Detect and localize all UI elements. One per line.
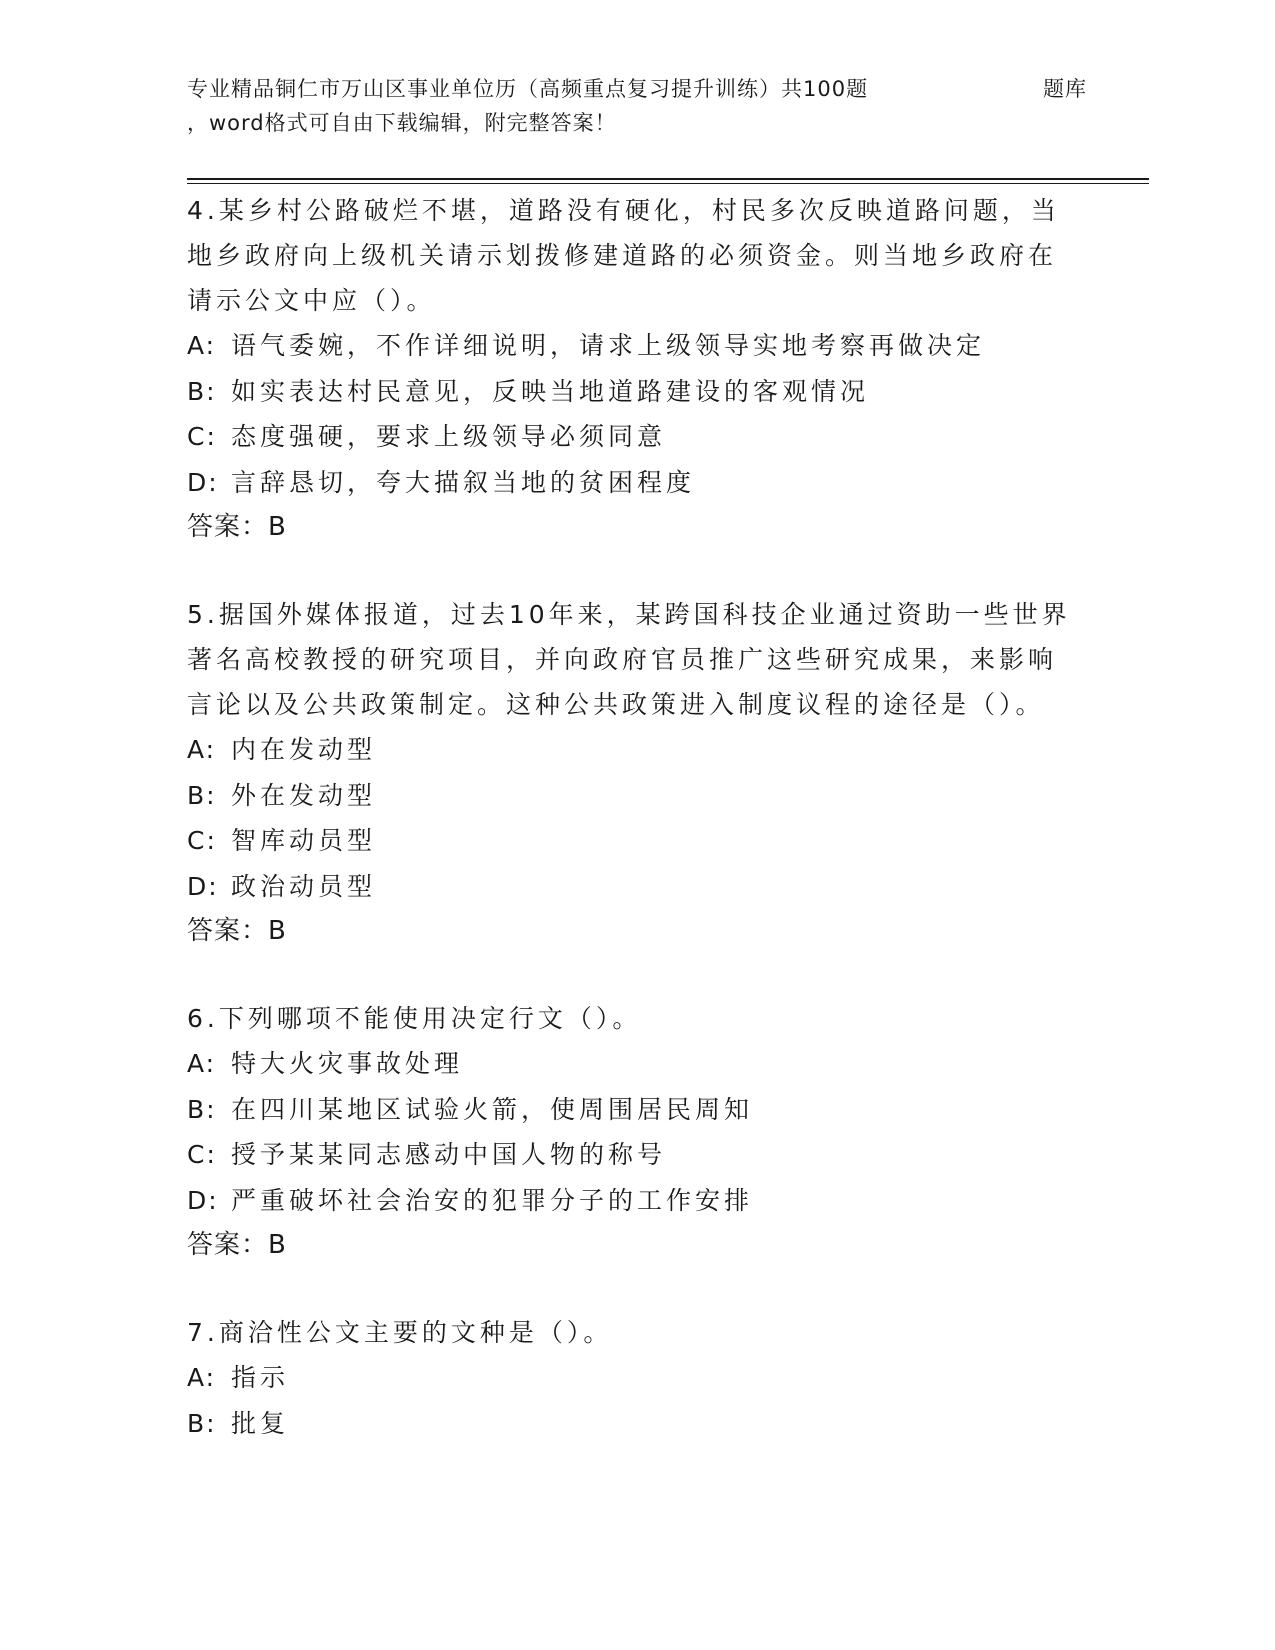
header-divider-thin: [187, 183, 1149, 184]
option-text: 授予某某同志感动中国人物的称号: [231, 1140, 667, 1169]
option-b: [187, 369, 1087, 415]
question-4: [187, 188, 1087, 550]
option-text: 智库动员型: [231, 826, 377, 855]
question-text-line: 言论以及公共政策制定。这种公共政策进入制度议程的途径是（）。: [187, 690, 1045, 719]
question-text-line: 请示公文中应（）。: [187, 286, 436, 315]
option-text: 政治动员型: [231, 871, 377, 901]
option-text: 外在发动型: [231, 780, 377, 810]
option-key: D:: [187, 1185, 219, 1215]
option-key: C:: [187, 1140, 217, 1169]
option-key: A:: [187, 1363, 217, 1392]
question-6: [187, 996, 1087, 1268]
answer: 答案：B: [187, 512, 287, 542]
option-key: B:: [187, 1408, 217, 1438]
header-divider-thick: [187, 178, 1149, 180]
option-text: 指示: [231, 1363, 290, 1392]
option-key: C:: [187, 826, 217, 855]
option-d: [187, 460, 1087, 506]
option-key: C:: [187, 422, 217, 451]
option-c: [187, 818, 1087, 864]
header-repo-label: 题库: [1043, 77, 1087, 101]
header-subtitle: ，word格式可自由下载编辑，附完整答案！: [187, 111, 617, 135]
header-title-row: [187, 72, 1087, 106]
question-text-line: 著名高校教授的研究项目，并向政府官员推广这些研究成果，来影响: [187, 645, 1058, 674]
option-text: 特大火灾事故处理: [231, 1049, 464, 1078]
question-text-line: 6.下列哪项不能使用决定行文（）。: [187, 1004, 642, 1033]
option-key: B:: [187, 1094, 217, 1124]
option-d: [187, 1178, 1087, 1224]
page-header: [187, 72, 1147, 140]
header-title: 专业精品铜仁市万山区事业单位历（高频重点复习提升训练）共100题: [187, 77, 869, 101]
question-text-line: 5.据国外媒体报道，过去10年来，某跨国科技企业通过资助一些世界: [187, 600, 1071, 629]
option-text: 态度强硬，要求上级领导必须同意: [231, 422, 667, 451]
question-7: [187, 1310, 1087, 1446]
option-key: B:: [187, 376, 217, 406]
option-key: B:: [187, 780, 217, 810]
option-c: [187, 414, 1087, 460]
answer: 答案：B: [187, 916, 287, 946]
question-text-line: 7.商洽性公文主要的文种是（）。: [187, 1318, 613, 1347]
question-spacer: [187, 954, 1087, 996]
option-key: A:: [187, 331, 217, 360]
answer: 答案：B: [187, 1230, 287, 1260]
option-text: 内在发动型: [231, 735, 377, 764]
option-text: 语气委婉，不作详细说明，请求上级领导实地考察再做决定: [231, 331, 986, 360]
question-spacer: [187, 1268, 1087, 1310]
option-a: [187, 727, 1087, 773]
option-key: D:: [187, 871, 219, 901]
question-text-line: 4.某乡村公路破烂不堪，道路没有硬化，村民多次反映道路问题，当: [187, 196, 1060, 225]
question-5: [187, 592, 1087, 954]
option-a: [187, 323, 1087, 369]
question-spacer: [187, 550, 1087, 592]
option-a: [187, 1355, 1087, 1401]
option-b: [187, 1087, 1087, 1133]
option-key: A:: [187, 1049, 217, 1078]
option-text: 在四川某地区试验火箭，使周围居民周知: [231, 1094, 754, 1124]
option-d: [187, 864, 1087, 910]
option-text: 批复: [231, 1408, 290, 1438]
option-text: 言辞恳切，夸大描叙当地的贫困程度: [231, 467, 696, 497]
option-a: [187, 1041, 1087, 1087]
question-list: [187, 188, 1087, 1446]
option-b: [187, 773, 1087, 819]
option-key: A:: [187, 735, 217, 764]
option-key: D:: [187, 467, 219, 497]
option-text: 如实表达村民意见，反映当地道路建设的客观情况: [231, 376, 870, 406]
option-c: [187, 1132, 1087, 1178]
option-text: 严重破坏社会治安的犯罪分子的工作安排: [231, 1185, 754, 1215]
option-b: [187, 1401, 1087, 1447]
question-text-line: 地乡政府向上级机关请示划拨修建道路的必须资金。则当地乡政府在: [187, 241, 1058, 270]
